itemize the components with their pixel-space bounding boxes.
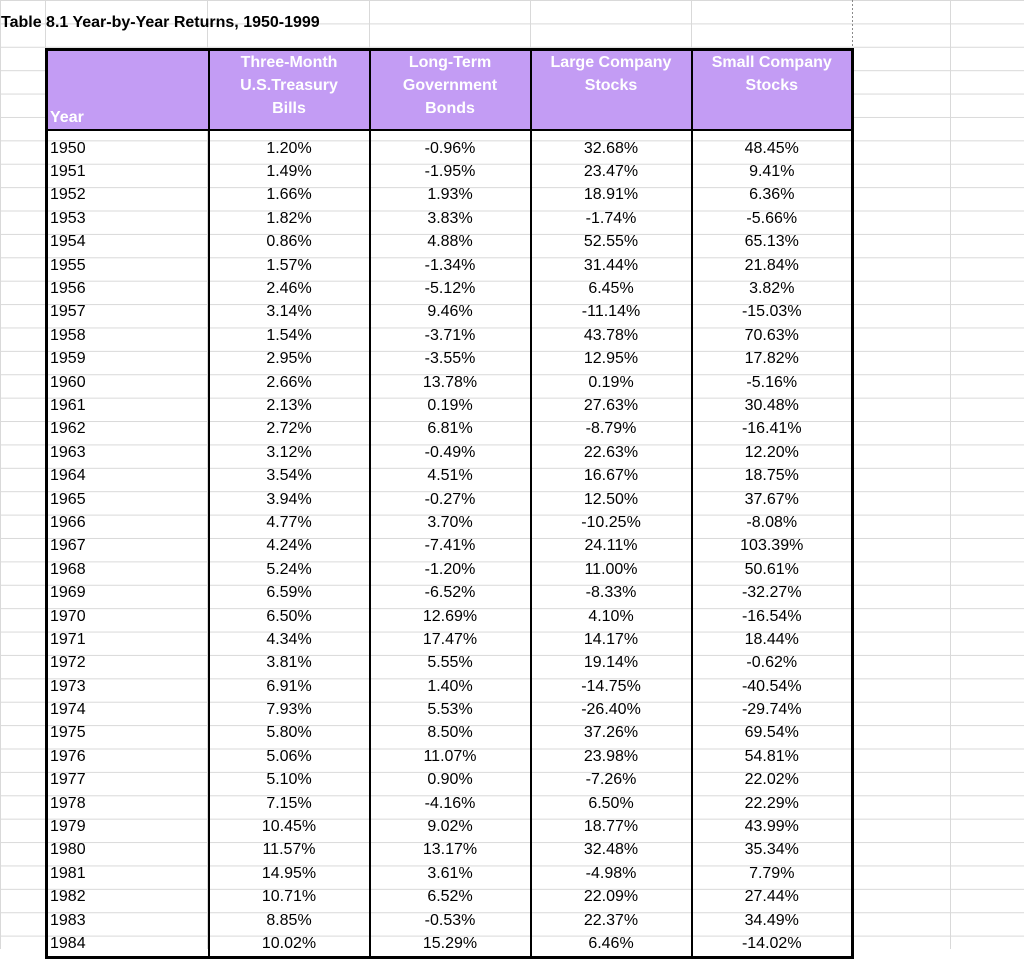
cell-year[interactable]: 1964 — [47, 464, 209, 487]
cell-ltgb[interactable]: 3.83% — [370, 207, 531, 230]
cell-lcs[interactable]: 16.67% — [531, 464, 692, 487]
cell-ltgb[interactable]: 6.81% — [370, 418, 531, 441]
cell-ltgb[interactable]: 4.51% — [370, 464, 531, 487]
cell-ltgb[interactable]: 6.52% — [370, 886, 531, 909]
cell-tbills[interactable]: 5.80% — [209, 722, 370, 745]
header-tbills[interactable] — [209, 50, 370, 131]
cell-year[interactable]: 1953 — [47, 207, 209, 230]
cell-scs[interactable]: 103.39% — [692, 535, 853, 558]
cell-year[interactable]: 1962 — [47, 418, 209, 441]
cell-year[interactable]: 1951 — [47, 160, 209, 183]
table-row — [47, 418, 853, 441]
cell-scs[interactable]: 9.41% — [692, 160, 853, 183]
cell-scs[interactable]: 69.54% — [692, 722, 853, 745]
header-year[interactable] — [47, 50, 209, 131]
header-ltgb-line2: Government — [402, 77, 498, 94]
header-year-label: Year — [50, 109, 84, 126]
cell-lcs[interactable]: -7.26% — [531, 769, 692, 792]
cell-lcs[interactable]: -1.74% — [531, 207, 692, 230]
cell-ltgb[interactable]: -0.96% — [370, 130, 531, 160]
cell-ltgb[interactable]: -1.34% — [370, 254, 531, 277]
cell-lcs[interactable]: 22.09% — [531, 886, 692, 909]
cell-year[interactable]: 1970 — [47, 605, 209, 628]
cell-ltgb[interactable]: -5.12% — [370, 277, 531, 300]
table-row — [47, 652, 853, 675]
cell-scs[interactable]: -0.62% — [692, 652, 853, 675]
cell-tbills[interactable]: 2.66% — [209, 371, 370, 394]
cell-scs[interactable]: -32.27% — [692, 581, 853, 604]
cell-year[interactable]: 1980 — [47, 839, 209, 862]
cell-scs[interactable]: 12.20% — [692, 441, 853, 464]
cell-lcs[interactable]: -10.25% — [531, 511, 692, 534]
cell-scs[interactable]: -8.08% — [692, 511, 853, 534]
cell-ltgb[interactable]: -3.55% — [370, 348, 531, 371]
cell-tbills[interactable]: 2.13% — [209, 394, 370, 417]
table-row — [47, 207, 853, 230]
table-row — [47, 815, 853, 838]
cell-year[interactable]: 1975 — [47, 722, 209, 745]
cell-tbills[interactable]: 4.34% — [209, 628, 370, 651]
cell-scs[interactable]: -40.54% — [692, 675, 853, 698]
table-row — [47, 769, 853, 792]
cell-ltgb[interactable]: 13.78% — [370, 371, 531, 394]
cell-scs[interactable]: 70.63% — [692, 324, 853, 347]
cell-lcs[interactable]: 12.95% — [531, 348, 692, 371]
cell-year[interactable]: 1967 — [47, 535, 209, 558]
cell-ltgb[interactable]: -0.49% — [370, 441, 531, 464]
cell-lcs[interactable]: 22.37% — [531, 909, 692, 932]
cell-year[interactable]: 1978 — [47, 792, 209, 815]
cell-lcs[interactable]: -14.75% — [531, 675, 692, 698]
cell-tbills[interactable]: 10.71% — [209, 886, 370, 909]
table-row — [47, 160, 853, 183]
cell-ltgb[interactable]: 3.70% — [370, 511, 531, 534]
cell-ltgb[interactable]: 5.53% — [370, 698, 531, 721]
table-body — [47, 130, 853, 957]
cell-tbills[interactable]: 4.77% — [209, 511, 370, 534]
header-tbills-line1: Three-Month — [240, 54, 338, 71]
cell-scs[interactable]: 65.13% — [692, 231, 853, 254]
table-row — [47, 277, 853, 300]
cell-year[interactable]: 1961 — [47, 394, 209, 417]
cell-scs[interactable]: 35.34% — [692, 839, 853, 862]
cell-lcs[interactable]: 32.68% — [531, 130, 692, 160]
cell-year[interactable]: 1955 — [47, 254, 209, 277]
table-row — [47, 558, 853, 581]
header-lcs-line2: Stocks — [584, 77, 638, 94]
cell-lcs[interactable]: -11.14% — [531, 301, 692, 324]
cell-year[interactable]: 1957 — [47, 301, 209, 324]
cell-lcs[interactable]: 11.00% — [531, 558, 692, 581]
cell-tbills[interactable]: 11.57% — [209, 839, 370, 862]
cell-scs[interactable]: 22.29% — [692, 792, 853, 815]
cell-tbills[interactable]: 6.50% — [209, 605, 370, 628]
cell-ltgb[interactable]: 1.40% — [370, 675, 531, 698]
cell-lcs[interactable]: 0.19% — [531, 371, 692, 394]
table-row — [47, 535, 853, 558]
cell-scs[interactable]: -15.03% — [692, 301, 853, 324]
cell-ltgb[interactable]: 1.93% — [370, 184, 531, 207]
cell-year[interactable]: 1968 — [47, 558, 209, 581]
cell-scs[interactable]: 37.67% — [692, 488, 853, 511]
table-row — [47, 441, 853, 464]
cell-scs[interactable]: -16.54% — [692, 605, 853, 628]
header-scs[interactable] — [692, 50, 853, 131]
table-row — [47, 394, 853, 417]
table-title: Table 8.1 Year-by-Year Returns, 1950-1999 — [1, 14, 320, 31]
cell-year[interactable]: 1966 — [47, 511, 209, 534]
cell-scs[interactable]: 34.49% — [692, 909, 853, 932]
cell-year[interactable]: 1979 — [47, 815, 209, 838]
cell-year[interactable]: 1984 — [47, 932, 209, 957]
cell-tbills[interactable]: 6.91% — [209, 675, 370, 698]
table-row — [47, 605, 853, 628]
cell-year[interactable]: 1982 — [47, 886, 209, 909]
cell-tbills[interactable]: 1.49% — [209, 160, 370, 183]
cell-tbills[interactable]: 1.20% — [209, 130, 370, 160]
cell-lcs[interactable]: 14.17% — [531, 628, 692, 651]
table-row — [47, 371, 853, 394]
cell-tbills[interactable]: 10.02% — [209, 932, 370, 957]
cell-tbills[interactable]: 1.54% — [209, 324, 370, 347]
cell-year[interactable]: 1954 — [47, 231, 209, 254]
cell-scs[interactable]: -14.02% — [692, 932, 853, 957]
cell-lcs[interactable]: 4.10% — [531, 605, 692, 628]
table-row — [47, 839, 853, 862]
cell-ltgb[interactable]: 15.29% — [370, 932, 531, 957]
cell-ltgb[interactable]: -1.20% — [370, 558, 531, 581]
cell-ltgb[interactable]: 0.19% — [370, 394, 531, 417]
cell-ltgb[interactable]: -1.95% — [370, 160, 531, 183]
cell-year[interactable]: 1959 — [47, 348, 209, 371]
cell-lcs[interactable]: 27.63% — [531, 394, 692, 417]
header-tbills-line2: U.S.Treasury — [240, 77, 338, 94]
cell-year[interactable]: 1963 — [47, 441, 209, 464]
cell-tbills[interactable]: 6.59% — [209, 581, 370, 604]
cell-year[interactable]: 1976 — [47, 745, 209, 768]
cell-tbills[interactable]: 3.14% — [209, 301, 370, 324]
cell-ltgb[interactable]: 8.50% — [370, 722, 531, 745]
cell-year[interactable]: 1974 — [47, 698, 209, 721]
cell-tbills[interactable]: 7.15% — [209, 792, 370, 815]
cell-scs[interactable]: -5.66% — [692, 207, 853, 230]
header-lcs[interactable] — [531, 50, 692, 131]
table-row — [47, 722, 853, 745]
cell-year[interactable]: 1972 — [47, 652, 209, 675]
cell-scs[interactable]: 18.75% — [692, 464, 853, 487]
cell-tbills[interactable]: 5.24% — [209, 558, 370, 581]
cell-ltgb[interactable]: -7.41% — [370, 535, 531, 558]
table-row — [47, 932, 853, 957]
cell-tbills[interactable]: 2.95% — [209, 348, 370, 371]
cell-tbills[interactable]: 1.57% — [209, 254, 370, 277]
cell-ltgb[interactable]: 0.90% — [370, 769, 531, 792]
table-row — [47, 130, 853, 160]
cell-tbills[interactable]: 5.06% — [209, 745, 370, 768]
cell-scs[interactable]: 21.84% — [692, 254, 853, 277]
cell-scs[interactable]: 7.79% — [692, 862, 853, 885]
header-scs-line1: Small Company — [711, 54, 832, 71]
cell-year[interactable]: 1977 — [47, 769, 209, 792]
cell-ltgb[interactable]: 17.47% — [370, 628, 531, 651]
cell-tbills[interactable]: 10.45% — [209, 815, 370, 838]
cell-lcs[interactable]: 18.77% — [531, 815, 692, 838]
cell-lcs[interactable]: 23.98% — [531, 745, 692, 768]
header-scs-line2: Stocks — [745, 77, 798, 94]
cell-scs[interactable]: -16.41% — [692, 418, 853, 441]
cell-ltgb[interactable]: 3.61% — [370, 862, 531, 885]
cell-tbills[interactable]: 0.86% — [209, 231, 370, 254]
cell-year[interactable]: 1965 — [47, 488, 209, 511]
cell-scs[interactable]: 18.44% — [692, 628, 853, 651]
table-row — [47, 581, 853, 604]
cell-scs[interactable]: 54.81% — [692, 745, 853, 768]
cell-ltgb[interactable]: 11.07% — [370, 745, 531, 768]
table-row — [47, 886, 853, 909]
cell-lcs[interactable]: 32.48% — [531, 839, 692, 862]
cell-scs[interactable]: -5.16% — [692, 371, 853, 394]
cell-ltgb[interactable]: -0.53% — [370, 909, 531, 932]
cell-tbills[interactable]: 4.24% — [209, 535, 370, 558]
cell-lcs[interactable]: 18.91% — [531, 184, 692, 207]
cell-ltgb[interactable]: 13.17% — [370, 839, 531, 862]
cell-lcs[interactable]: -8.33% — [531, 581, 692, 604]
cell-year[interactable]: 1981 — [47, 862, 209, 885]
cell-scs[interactable]: 43.99% — [692, 815, 853, 838]
cell-tbills[interactable]: 1.82% — [209, 207, 370, 230]
cell-lcs[interactable]: 31.44% — [531, 254, 692, 277]
cell-lcs[interactable]: 6.45% — [531, 277, 692, 300]
table-row — [47, 324, 853, 347]
cell-lcs[interactable]: -4.98% — [531, 862, 692, 885]
table-row — [47, 628, 853, 651]
table-row — [47, 745, 853, 768]
cell-tbills[interactable]: 2.72% — [209, 418, 370, 441]
table-row — [47, 488, 853, 511]
cell-ltgb[interactable]: 5.55% — [370, 652, 531, 675]
cell-tbills[interactable]: 2.46% — [209, 277, 370, 300]
returns-table — [45, 48, 854, 959]
cell-ltgb[interactable]: 12.69% — [370, 605, 531, 628]
cell-tbills[interactable]: 5.10% — [209, 769, 370, 792]
cell-lcs[interactable]: 52.55% — [531, 231, 692, 254]
table-row — [47, 792, 853, 815]
cell-year[interactable]: 1973 — [47, 675, 209, 698]
cell-year[interactable]: 1960 — [47, 371, 209, 394]
cell-lcs[interactable]: 6.50% — [531, 792, 692, 815]
cell-scs[interactable]: 48.45% — [692, 130, 853, 160]
cell-tbills[interactable]: 3.54% — [209, 464, 370, 487]
table-row — [47, 675, 853, 698]
table-row — [47, 511, 853, 534]
table-row — [47, 348, 853, 371]
cell-scs[interactable]: -29.74% — [692, 698, 853, 721]
table-row — [47, 464, 853, 487]
cell-ltgb[interactable]: 9.02% — [370, 815, 531, 838]
table-row — [47, 184, 853, 207]
cell-lcs[interactable]: 12.50% — [531, 488, 692, 511]
cell-lcs[interactable]: -8.79% — [531, 418, 692, 441]
table-row — [47, 862, 853, 885]
cell-lcs[interactable]: 24.11% — [531, 535, 692, 558]
header-ltgb[interactable] — [370, 50, 531, 131]
cell-year[interactable]: 1950 — [47, 130, 209, 160]
table-row — [47, 301, 853, 324]
cell-year[interactable]: 1956 — [47, 277, 209, 300]
cell-lcs[interactable]: 43.78% — [531, 324, 692, 347]
cell-year[interactable]: 1969 — [47, 581, 209, 604]
cell-tbills[interactable]: 3.81% — [209, 652, 370, 675]
header-ltgb-line1: Long-Term — [408, 54, 492, 71]
cell-scs[interactable]: 6.36% — [692, 184, 853, 207]
grid-column-line — [950, 0, 951, 949]
table-row — [47, 231, 853, 254]
cell-lcs[interactable]: 6.46% — [531, 932, 692, 957]
cell-tbills[interactable]: 1.66% — [209, 184, 370, 207]
cell-scs[interactable]: 3.82% — [692, 277, 853, 300]
cell-lcs[interactable]: 23.47% — [531, 160, 692, 183]
cell-ltgb[interactable]: 4.88% — [370, 231, 531, 254]
cell-tbills[interactable]: 8.85% — [209, 909, 370, 932]
header-ltgb-line3: Bonds — [425, 100, 475, 117]
table-row — [47, 254, 853, 277]
cell-year[interactable]: 1983 — [47, 909, 209, 932]
cell-scs[interactable]: 17.82% — [692, 348, 853, 371]
cell-lcs[interactable]: 19.14% — [531, 652, 692, 675]
cell-ltgb[interactable]: -0.27% — [370, 488, 531, 511]
cell-tbills[interactable]: 3.12% — [209, 441, 370, 464]
cell-tbills[interactable]: 3.94% — [209, 488, 370, 511]
cell-tbills[interactable]: 7.93% — [209, 698, 370, 721]
cell-lcs[interactable]: 22.63% — [531, 441, 692, 464]
cell-scs[interactable]: 50.61% — [692, 558, 853, 581]
cell-year[interactable]: 1952 — [47, 184, 209, 207]
cell-scs[interactable]: 27.44% — [692, 886, 853, 909]
cell-ltgb[interactable]: 9.46% — [370, 301, 531, 324]
header-lcs-line1: Large Company — [550, 54, 672, 71]
cell-ltgb[interactable]: -4.16% — [370, 792, 531, 815]
cell-year[interactable]: 1958 — [47, 324, 209, 347]
cell-lcs[interactable]: -26.40% — [531, 698, 692, 721]
cell-scs[interactable]: 30.48% — [692, 394, 853, 417]
cell-scs[interactable]: 22.02% — [692, 769, 853, 792]
cell-ltgb[interactable]: -3.71% — [370, 324, 531, 347]
table-header-row — [47, 50, 853, 131]
cell-lcs[interactable]: 37.26% — [531, 722, 692, 745]
header-tbills-line3: Bills — [272, 100, 306, 117]
cell-year[interactable]: 1971 — [47, 628, 209, 651]
table-row — [47, 698, 853, 721]
table-row — [47, 909, 853, 932]
cell-tbills[interactable]: 14.95% — [209, 862, 370, 885]
cell-ltgb[interactable]: -6.52% — [370, 581, 531, 604]
